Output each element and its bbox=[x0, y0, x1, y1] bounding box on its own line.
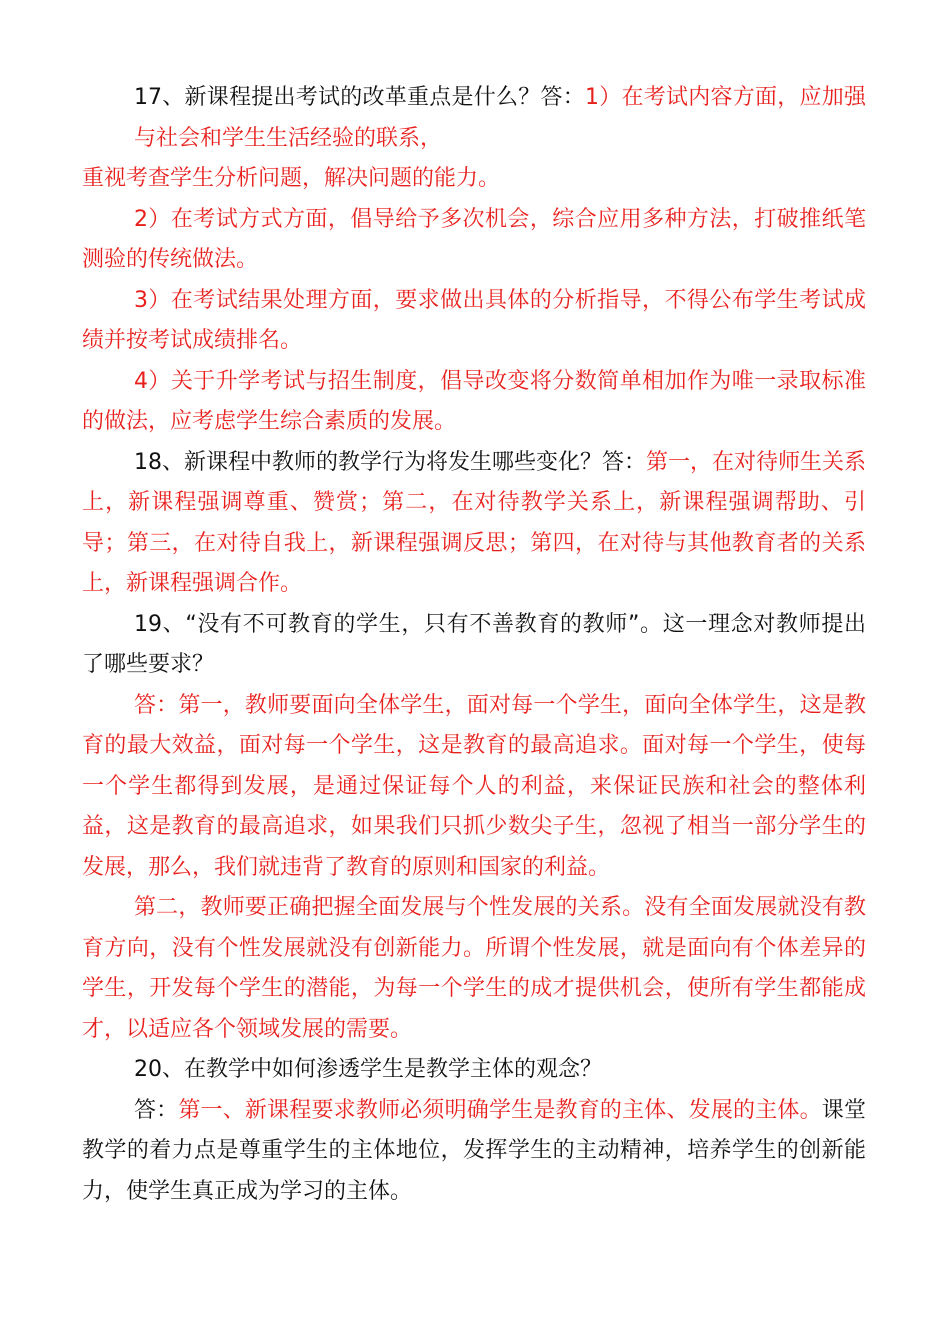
q19-question: 19、“没有不可教育的学生，只有不善教育的教师”。这一理念对教师提出了哪些要求？ bbox=[82, 611, 866, 677]
q17-answer-line2: 重视考查学生分析问题，解决问题的能力。 bbox=[82, 166, 501, 191]
q20-question: 20、在教学中如何渗透学生是教学主体的观念？ bbox=[134, 1057, 602, 1082]
q19-answer-2: 第二，教师要正确把握全面发展与个性发展的关系。没有全面发展就没有教育方向，没有个性发展就没有创新能力。所谓个性发展，就是面向有个体差异的学生，开发每个学生的潜能，为每一个学生的成才提供机会，使所有学生都能成才，以适应各个领域发展的需要。 bbox=[82, 895, 866, 1042]
q17-point-3: 3）在考试结果处理方面，要求做出具体的分析指导，不得公布学生考试成绩并按考试成绩排名。 bbox=[82, 287, 866, 353]
q17-answer-line1: 1）在考试内容方面，应加强与社会和学生生活经验的联系， bbox=[134, 85, 866, 151]
q18-paragraph bbox=[82, 443, 866, 605]
q20-answer-black: 课堂教学的着力点是尊重学生的主体地位，发挥学生的主动精神，培养学生的创新能力，使学生真正成为学习的主体。 bbox=[82, 1097, 866, 1204]
q17-point-2: 2）在考试方式方面，倡导给予多次机会，综合应用多种方法，打破推纸笔测验的传统做法。 bbox=[82, 206, 866, 272]
document-body bbox=[82, 78, 866, 1212]
q17-paragraph bbox=[82, 78, 866, 159]
q20-answer-prefix: 答： bbox=[134, 1097, 179, 1123]
q18-answer: 第一，在对待师生关系上，新课程强调尊重、赞赏；第二，在对待教学关系上，新课程强调帮助、引导；第三，在对待自我上，新课程强调反思；第四，在对待与其他教育者的关系上，新课程强调合作。 bbox=[82, 449, 867, 596]
q19-answer-1: 答：第一，教师要面向全体学生，面对每一个学生，面向全体学生，这是教育的最大效益，面对每一个学生，这是教育的最高追求。面对每一个学生，使每一个学生都得到发展，是通过保证每个人的利益，来保证民族和社会的整体利益，这是教育的最高追求，如果我们只抓少数尖子生，忽视了相当一部分学生的发展，那么，我们就违背了教育的原则和国家的利益。 bbox=[82, 692, 866, 880]
q20-answer-red: 第一、新课程要求教师必须明确学生是教育的主体、发展的主体。 bbox=[178, 1097, 822, 1123]
q17-point-4: 4）关于升学考试与招生制度，倡导改变将分数简单相加作为唯一录取标准的做法，应考虑学生综合素质的发展。 bbox=[82, 368, 866, 434]
q20-paragraph bbox=[82, 1091, 866, 1213]
q18-question: 18、新课程中教师的教学行为将发生哪些变化？答： bbox=[134, 449, 646, 475]
q17-question: 17、新课程提出考试的改革重点是什么？答： bbox=[134, 85, 585, 110]
